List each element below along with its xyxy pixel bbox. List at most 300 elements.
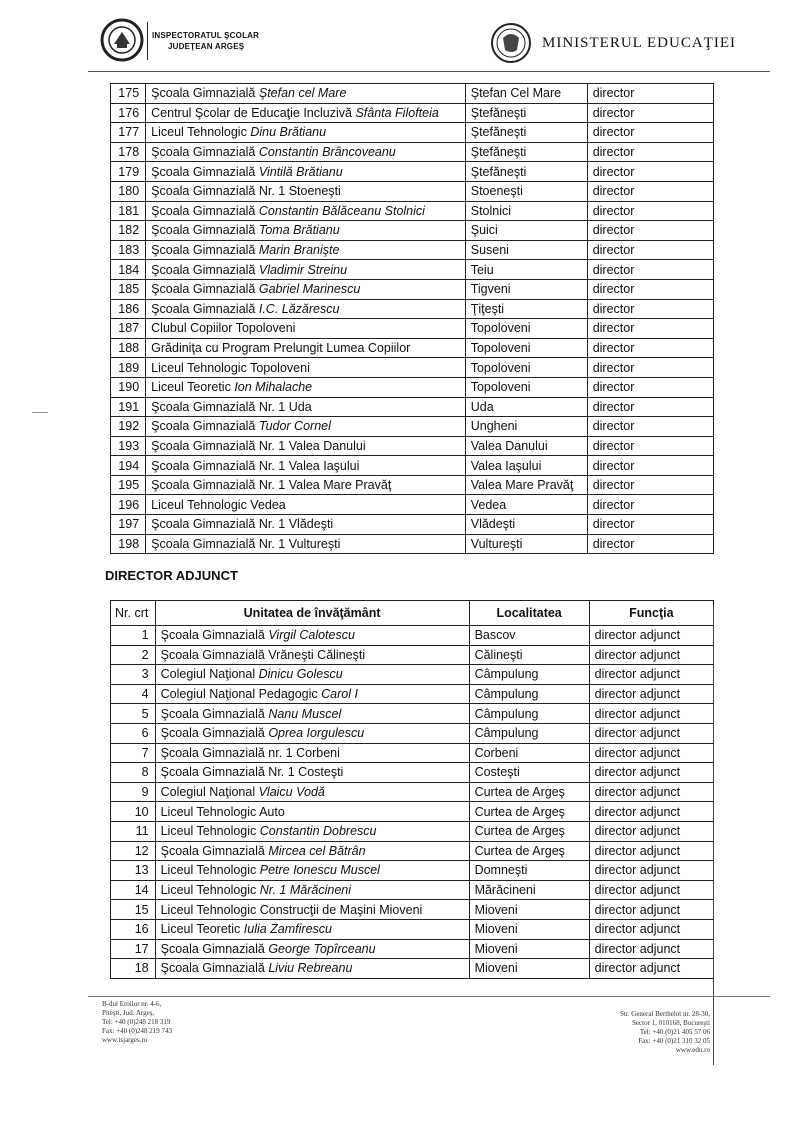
unit-name — [155, 743, 469, 763]
table-row — [111, 665, 714, 685]
unit-prefix: Şcoala Gimnazială — [160, 843, 269, 858]
row-number: 11 — [111, 821, 156, 841]
table-row — [111, 743, 714, 763]
function: director adjunct — [589, 645, 713, 665]
unit-prefix: Clubul Copiilor Topoloveni — [151, 321, 296, 336]
locality: Ştefan Cel Mare — [465, 84, 587, 104]
function: director — [587, 397, 713, 417]
unit-prefix: Şcoala Gimnazială Nr. 1 Vlădeşti — [151, 517, 334, 532]
table-row — [111, 299, 714, 319]
unit-prefix: Şcoala Gimnazială — [160, 726, 269, 741]
table-row — [111, 645, 714, 665]
unit-patron-name: Vintilă Brătianu — [258, 164, 343, 179]
unit-prefix: Colegiul Naţional — [160, 667, 259, 682]
unit-patron-name: Toma Brătianu — [258, 223, 340, 238]
unit-patron-name: Constantin Brâncoveanu — [258, 145, 396, 160]
header-divider — [147, 22, 148, 60]
locality: Mioveni — [469, 959, 589, 979]
table-row — [111, 456, 714, 476]
unit-patron-name: Constantin Bălăceanu Stolnici — [258, 203, 425, 218]
function: director adjunct — [589, 782, 713, 802]
unit-name — [155, 626, 469, 646]
function: director — [587, 377, 713, 397]
function: director — [587, 123, 713, 143]
table-row — [111, 377, 714, 397]
unit-prefix: Şcoala Gimnazială — [151, 164, 259, 179]
table-row — [111, 181, 714, 201]
table-row — [111, 240, 714, 260]
unit-name — [146, 103, 466, 123]
function: director adjunct — [589, 861, 713, 881]
unit-prefix: Şcoala Gimnazială Nr. 1 Costeşti — [160, 765, 344, 780]
locality: Domneşti — [469, 861, 589, 881]
unit-patron-name: Vladimir Streinu — [258, 262, 348, 277]
function: director adjunct — [589, 763, 713, 783]
locality: Curtea de Argeş — [469, 802, 589, 822]
section-heading: DIRECTOR ADJUNCT — [105, 568, 238, 583]
unit-name — [155, 939, 469, 959]
locality: Ştefăneşti — [465, 142, 587, 162]
isj-header — [100, 18, 300, 66]
unit-prefix: Şcoala Gimnazială Nr. 1 Vultureşti — [151, 536, 341, 551]
row-number: 4 — [111, 684, 156, 704]
unit-name — [146, 123, 466, 143]
function: director — [587, 260, 713, 280]
table-row — [111, 821, 714, 841]
unit-name — [155, 802, 469, 822]
row-number: 14 — [111, 880, 156, 900]
table-row — [111, 939, 714, 959]
row-number: 1 — [111, 626, 156, 646]
unit-prefix: Şcoala Gimnazială Nr. 1 Valea Iaşului — [151, 458, 360, 473]
unit-prefix: Liceul Tehnologic — [160, 863, 260, 878]
unit-patron-name: Ştefan cel Mare — [258, 86, 347, 101]
locality: Călineşti — [469, 645, 589, 665]
unit-prefix: Şcoala Gimnazială Nr. 1 Stoeneşti — [151, 184, 341, 199]
unit-name — [155, 821, 469, 841]
table-row — [111, 841, 714, 861]
function: director adjunct — [589, 821, 713, 841]
unit-patron-name: George Topîrceanu — [268, 941, 376, 956]
unit-patron-name: Carol I — [321, 687, 358, 702]
margin-mark — [32, 412, 48, 413]
function: director adjunct — [589, 880, 713, 900]
unit-name — [146, 84, 466, 104]
row-number: 16 — [111, 919, 156, 939]
unit-prefix: Şcoala Gimnazială — [151, 203, 259, 218]
col-header-locality: Localitatea — [469, 601, 589, 626]
unit-name — [155, 782, 469, 802]
locality: Topoloveni — [465, 358, 587, 378]
director-table-body — [111, 84, 714, 554]
function: director — [587, 279, 713, 299]
table-row — [111, 763, 714, 783]
unit-name — [146, 260, 466, 280]
locality: Câmpulung — [469, 704, 589, 724]
footer-line: Sector 1, 010168, Bucureşti — [632, 1019, 710, 1027]
row-number: 15 — [111, 900, 156, 920]
function: director adjunct — [589, 900, 713, 920]
locality: Mioveni — [469, 939, 589, 959]
unit-patron-name: Oprea Iorgulescu — [268, 726, 365, 741]
header-rule — [88, 71, 770, 72]
table-row — [111, 880, 714, 900]
footer-line: B-dul Eroilor nr. 4-6, — [102, 1000, 162, 1008]
locality: Mioveni — [469, 919, 589, 939]
function: director — [587, 240, 713, 260]
table-row — [111, 704, 714, 724]
government-emblem-icon — [490, 22, 532, 64]
unit-name — [146, 221, 466, 241]
locality: Curtea de Argeş — [469, 821, 589, 841]
table-row — [111, 723, 714, 743]
unit-name — [155, 665, 469, 685]
locality: Corbeni — [469, 743, 589, 763]
function: director — [587, 162, 713, 182]
table-row — [111, 436, 714, 456]
unit-patron-name: Iulia Zamfirescu — [243, 922, 332, 937]
unit-patron-name: Dinu Brătianu — [250, 125, 327, 140]
locality: Câmpulung — [469, 665, 589, 685]
unit-prefix: Şcoala Gimnazială Nr. 1 Uda — [151, 399, 312, 414]
table-row — [111, 162, 714, 182]
locality: Câmpulung — [469, 723, 589, 743]
unit-prefix: Şcoala Gimnazială — [151, 86, 259, 101]
row-number: 184 — [111, 260, 146, 280]
unit-prefix: Şcoala Gimnazială — [151, 145, 259, 160]
footer-line: Fax: +40 (0)21 310 32 05 — [638, 1037, 710, 1045]
unit-name — [146, 162, 466, 182]
unit-patron-name: Dinicu Golescu — [258, 667, 343, 682]
table-row — [111, 515, 714, 535]
unit-prefix: Şcoala Gimnazială — [151, 262, 259, 277]
unit-name — [155, 900, 469, 920]
row-number: 196 — [111, 495, 146, 515]
col-header-nr: Nr. crt — [111, 601, 156, 626]
unit-prefix: Şcoala Gimnazială Vrăneşti Călineşti — [160, 647, 366, 662]
function: director adjunct — [589, 841, 713, 861]
table-row — [111, 103, 714, 123]
row-number: 12 — [111, 841, 156, 861]
locality: Suseni — [465, 240, 587, 260]
unit-name — [146, 515, 466, 535]
unit-prefix: Şcoala Gimnazială — [160, 706, 269, 721]
function: director adjunct — [589, 802, 713, 822]
locality: Valea Iaşului — [465, 456, 587, 476]
function: director adjunct — [589, 684, 713, 704]
function: director adjunct — [589, 959, 713, 979]
unit-prefix: Şcoala Gimnazială — [160, 961, 269, 976]
locality: Stoeneşti — [465, 181, 587, 201]
unit-prefix: Şcoala Gimnazială — [151, 419, 259, 434]
unit-name — [146, 495, 466, 515]
function: director — [587, 181, 713, 201]
function: director — [587, 495, 713, 515]
unit-name — [155, 959, 469, 979]
unit-name — [146, 456, 466, 476]
unit-name — [146, 377, 466, 397]
function: director — [587, 515, 713, 535]
function: director — [587, 142, 713, 162]
row-number: 13 — [111, 861, 156, 881]
locality: Ştefăneşti — [465, 162, 587, 182]
director-adjunct-table-body — [111, 626, 714, 979]
row-number: 18 — [111, 959, 156, 979]
locality: Topoloveni — [465, 338, 587, 358]
table-row — [111, 495, 714, 515]
row-number: 187 — [111, 319, 146, 339]
unit-prefix: Liceul Tehnologic — [160, 883, 260, 898]
row-number: 193 — [111, 436, 146, 456]
function: director adjunct — [589, 939, 713, 959]
unit-prefix: Liceul Tehnologic — [151, 125, 251, 140]
row-number: 182 — [111, 221, 146, 241]
locality: Curtea de Argeş — [469, 782, 589, 802]
unit-prefix: Şcoala Gimnazială nr. 1 Corbeni — [160, 745, 340, 760]
row-number: 8 — [111, 763, 156, 783]
isj-line-1: INSPECTORATUL ŞCOLAR — [152, 31, 260, 40]
table-row — [111, 417, 714, 437]
row-number: 195 — [111, 475, 146, 495]
table-row — [111, 319, 714, 339]
locality: Valea Mare Pravăţ — [465, 475, 587, 495]
unit-name — [155, 880, 469, 900]
locality: Valea Danului — [465, 436, 587, 456]
unit-patron-name: Liviu Rebreanu — [268, 961, 353, 976]
col-header-unit: Unitatea de învăţământ — [155, 601, 469, 626]
isj-name — [152, 30, 259, 52]
locality: Uda — [465, 397, 587, 417]
table-row — [111, 900, 714, 920]
unit-name — [146, 181, 466, 201]
unit-prefix: Centrul Şcolar de Educaţie Incluzivă — [151, 105, 356, 120]
table-row — [111, 782, 714, 802]
unit-name — [155, 841, 469, 861]
function: director adjunct — [589, 723, 713, 743]
row-number: 197 — [111, 515, 146, 535]
col-header-function: Funcţia — [589, 601, 713, 626]
row-number: 179 — [111, 162, 146, 182]
unit-name — [146, 240, 466, 260]
row-number: 17 — [111, 939, 156, 959]
table-row — [111, 123, 714, 143]
table-row — [111, 919, 714, 939]
unit-patron-name: Marin Branişte — [258, 243, 340, 258]
unit-name — [155, 861, 469, 881]
table-row — [111, 959, 714, 979]
row-number: 3 — [111, 665, 156, 685]
isj-line-2: JUDEŢEAN ARGEŞ — [168, 42, 245, 51]
unit-prefix: Liceul Teoretic — [151, 380, 235, 395]
table-row — [111, 684, 714, 704]
unit-prefix: Şcoala Gimnazială — [151, 301, 259, 316]
row-number: 10 — [111, 802, 156, 822]
unit-name — [146, 534, 466, 554]
unit-name — [155, 645, 469, 665]
unit-name — [146, 201, 466, 221]
row-number: 192 — [111, 417, 146, 437]
unit-prefix: Liceul Tehnologic Auto — [160, 804, 285, 819]
unit-name — [146, 142, 466, 162]
footer-line: www.isjarges.ro — [102, 1036, 148, 1044]
locality: Costeşti — [469, 763, 589, 783]
function: director adjunct — [589, 704, 713, 724]
locality: Mărăcineni — [469, 880, 589, 900]
row-number: 194 — [111, 456, 146, 476]
footer-line: Fax: +40 (0)248 219 743 — [102, 1027, 173, 1035]
locality: Curtea de Argeş — [469, 841, 589, 861]
locality: Vlădeşti — [465, 515, 587, 535]
row-number: 186 — [111, 299, 146, 319]
function: director — [587, 534, 713, 554]
table-row — [111, 201, 714, 221]
function: director — [587, 221, 713, 241]
unit-prefix: Liceul Tehnologic Construcţii de Maşini Mioveni — [160, 902, 423, 917]
table-header-row — [111, 601, 714, 626]
unit-name — [155, 919, 469, 939]
row-number: 190 — [111, 377, 146, 397]
locality: Ţiţeşti — [465, 299, 587, 319]
row-number: 177 — [111, 123, 146, 143]
unit-patron-name: Ion Mihalache — [234, 380, 313, 395]
unit-name — [155, 763, 469, 783]
table-row — [111, 626, 714, 646]
locality: Topoloveni — [465, 319, 587, 339]
unit-name — [146, 338, 466, 358]
function: director — [587, 201, 713, 221]
function: director — [587, 103, 713, 123]
unit-prefix: Şcoala Gimnazială — [160, 628, 269, 643]
row-number: 9 — [111, 782, 156, 802]
unit-prefix: Colegiul Naţional — [160, 785, 259, 800]
unit-name — [146, 397, 466, 417]
locality: Ungheni — [465, 417, 587, 437]
table-row — [111, 84, 714, 104]
locality: Vedea — [465, 495, 587, 515]
unit-patron-name: Sfânta Filofteia — [355, 105, 439, 120]
ministry-header — [490, 22, 750, 66]
row-number: 175 — [111, 84, 146, 104]
director-adjunct-table — [110, 600, 714, 979]
unit-patron-name: Gabriel Marinescu — [258, 282, 361, 297]
locality: Vultureşti — [465, 534, 587, 554]
unit-patron-name: I.C. Lăzărescu — [258, 301, 340, 316]
unit-patron-name: Nr. 1 Mărăcineni — [259, 883, 352, 898]
function: director — [587, 84, 713, 104]
unit-name — [146, 475, 466, 495]
function: director adjunct — [589, 626, 713, 646]
locality: Câmpulung — [469, 684, 589, 704]
unit-patron-name: Nanu Muscel — [268, 706, 342, 721]
unit-patron-name: Constantin Dobrescu — [259, 824, 377, 839]
row-number: 185 — [111, 279, 146, 299]
isj-seal-icon — [100, 18, 144, 62]
function: director — [587, 338, 713, 358]
footer-line: Tel: +40 (0)21 405 57 06 — [639, 1028, 710, 1036]
unit-name — [146, 417, 466, 437]
row-number: 5 — [111, 704, 156, 724]
locality: Mioveni — [469, 900, 589, 920]
table-row — [111, 260, 714, 280]
row-number: 180 — [111, 181, 146, 201]
function: director adjunct — [589, 919, 713, 939]
function: director — [587, 436, 713, 456]
locality: Bascov — [469, 626, 589, 646]
unit-name — [155, 723, 469, 743]
locality: Şuici — [465, 221, 587, 241]
table-row — [111, 279, 714, 299]
unit-prefix: Colegiul Naţional Pedagogic — [160, 687, 322, 702]
table-row — [111, 861, 714, 881]
footer-line: Tel: +40 (0)248 218 319 — [102, 1018, 171, 1026]
row-number: 191 — [111, 397, 146, 417]
row-number: 181 — [111, 201, 146, 221]
row-number: 176 — [111, 103, 146, 123]
table-row — [111, 221, 714, 241]
director-table — [110, 83, 714, 554]
unit-prefix: Şcoala Gimnazială — [151, 243, 259, 258]
locality: Teiu — [465, 260, 587, 280]
row-number: 7 — [111, 743, 156, 763]
table-row — [111, 358, 714, 378]
row-number: 189 — [111, 358, 146, 378]
locality: Stolnici — [465, 201, 587, 221]
unit-patron-name: Virgil Calotescu — [268, 628, 355, 643]
unit-name — [146, 319, 466, 339]
ministry-name: MINISTERUL EDUCAŢIEI — [542, 35, 737, 51]
unit-prefix: Liceul Tehnologic — [160, 824, 260, 839]
row-number: 6 — [111, 723, 156, 743]
row-number: 183 — [111, 240, 146, 260]
unit-prefix: Liceul Tehnologic Topoloveni — [151, 360, 310, 375]
unit-prefix: Liceul Teoretic — [160, 922, 244, 937]
footer-ministry-address — [620, 1010, 710, 1055]
function: director adjunct — [589, 665, 713, 685]
locality: Ştefăneşti — [465, 123, 587, 143]
function: director — [587, 456, 713, 476]
unit-prefix: Grădiniţa cu Program Prelungit Lumea Copiilor — [151, 341, 411, 356]
unit-name — [155, 684, 469, 704]
unit-patron-name: Vlaicu Vodă — [258, 785, 325, 800]
unit-name — [146, 436, 466, 456]
locality: Topoloveni — [465, 377, 587, 397]
unit-name — [146, 279, 466, 299]
unit-name — [155, 704, 469, 724]
footer-line: Piteşti, Jud. Argeş, — [102, 1009, 155, 1017]
function: director — [587, 417, 713, 437]
unit-prefix: Şcoala Gimnazială — [151, 282, 259, 297]
footer-line: www.edu.ro — [675, 1046, 710, 1054]
function: director adjunct — [589, 743, 713, 763]
table-row — [111, 475, 714, 495]
function: director — [587, 299, 713, 319]
unit-prefix: Şcoala Gimnazială Nr. 1 Valea Danului — [151, 438, 366, 453]
row-number: 178 — [111, 142, 146, 162]
table-row — [111, 338, 714, 358]
unit-patron-name: Tudor Cornel — [258, 419, 331, 434]
function: director — [587, 358, 713, 378]
table-row — [111, 397, 714, 417]
unit-prefix: Şcoala Gimnazială Nr. 1 Valea Mare Pravăţ — [151, 478, 392, 493]
footer-rule — [88, 996, 770, 997]
unit-patron-name: Petre Ionescu Muscel — [259, 863, 380, 878]
footer-isj-address — [102, 1000, 172, 1045]
footer-line: Str. General Berthelot nr. 28-30, — [619, 1010, 710, 1018]
locality: Tigveni — [465, 279, 587, 299]
row-number: 198 — [111, 534, 146, 554]
function: director — [587, 475, 713, 495]
unit-prefix: Şcoala Gimnazială — [151, 223, 259, 238]
